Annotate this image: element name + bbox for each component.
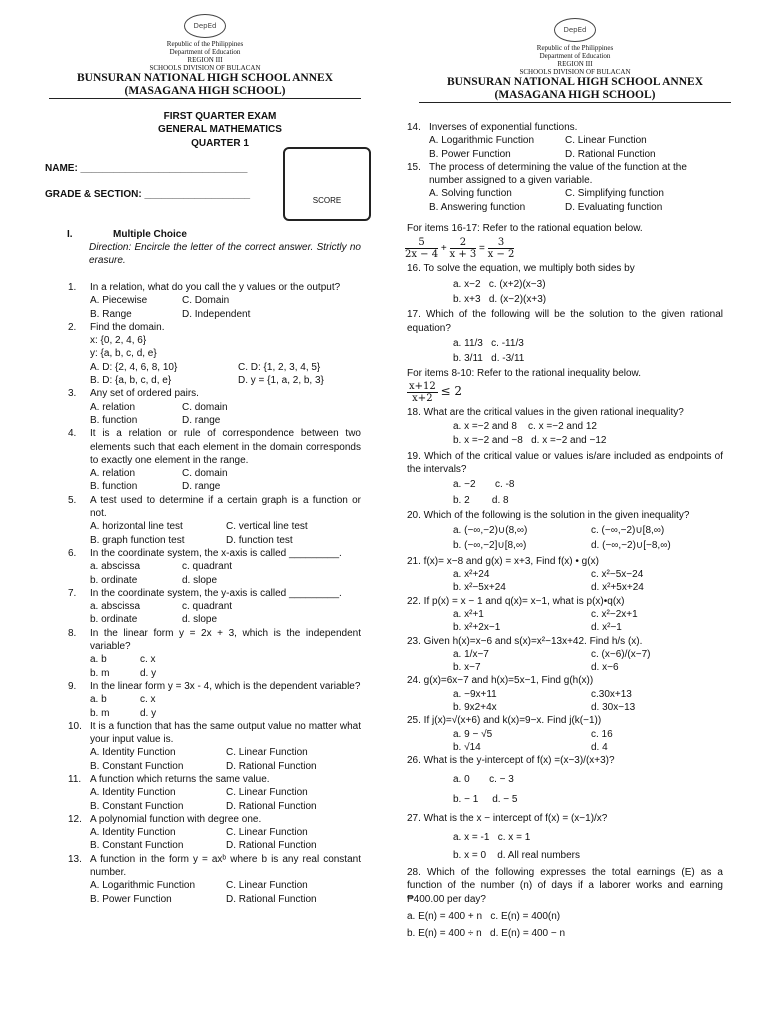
choices-19-bd[interactable]: b. 2 d. 8	[453, 494, 509, 506]
choice-b[interactable]: B. Power Function	[90, 893, 172, 905]
division-label: SCHOOLS DIVISION OF BULACAN	[149, 64, 261, 72]
choices-28-bd[interactable]: b. E(n) = 400 ÷ n d. E(n) = 400 − n	[407, 928, 566, 940]
question-item	[68, 321, 361, 387]
choice-d[interactable]: D. Rational Function	[226, 800, 317, 812]
choice-c[interactable]: c.30x+13	[591, 688, 632, 700]
question-number: 15.	[407, 161, 421, 173]
question-item	[68, 680, 361, 720]
choice-b[interactable]: B. graph function test	[90, 534, 185, 546]
choice-grid	[90, 786, 361, 813]
question-item	[68, 547, 361, 587]
question-text: A function in the form y = axᵇ where b is any real constant number.	[90, 853, 361, 879]
grade-section-field[interactable]: GRADE & SECTION: ___________________	[45, 189, 251, 200]
choice-c[interactable]: c. (x−6)/(x−7)	[591, 648, 651, 660]
question-detail: x: {0, 2, 4, 6}	[90, 335, 147, 347]
choice-a[interactable]: A. relation	[90, 468, 136, 480]
choice-a[interactable]: A. Identity Function	[90, 747, 176, 759]
question-text: A function which returns the same value.	[90, 773, 270, 785]
choice-a[interactable]: a. b	[90, 694, 107, 706]
question-17: 17. Which of the following will be the solution to the given rational equation?	[407, 309, 723, 334]
choices-27-ac[interactable]: a. x = -1 c. x = 1	[453, 832, 531, 844]
inequality-rhs: ≤ 2	[440, 383, 463, 398]
choice-a[interactable]: A. relation	[90, 401, 136, 413]
question-text: It is a relation or rule of correspondence between two elements such that each element in the domain corresponds to exactly one element in the range.	[90, 428, 361, 466]
deped-seal-icon: DepEd	[554, 18, 596, 42]
question-number: 11.	[68, 773, 82, 785]
choice-d[interactable]: d. (−∞,−2)∪[−8,∞)	[591, 540, 671, 552]
choice-a[interactable]: A. Identity Function	[90, 827, 176, 839]
choices-25	[407, 728, 723, 755]
question-text: Find the domain.	[90, 321, 165, 333]
choice-d[interactable]: D. Rational Function	[565, 148, 656, 160]
choices-16-ac[interactable]: a. x−2 c. (x+2)(x−3)	[453, 278, 546, 290]
choice-c[interactable]: C. domain	[182, 468, 228, 480]
choice-grid	[90, 294, 361, 321]
choice-b[interactable]: b. x−7	[453, 662, 481, 674]
choice-grid	[90, 600, 361, 627]
division-label: SCHOOLS DIVISION OF BULACAN	[519, 68, 631, 76]
choice-c[interactable]: C. D: {1, 2, 3, 4, 5}	[238, 361, 321, 373]
question-number: 3.	[68, 388, 77, 400]
question-number: 6.	[68, 547, 77, 559]
choice-c[interactable]: c. quadrant	[182, 561, 233, 573]
question-item	[68, 720, 361, 773]
choices-17-bd[interactable]: b. 3/11 d. -3/11	[453, 353, 525, 365]
left-school-header	[55, 14, 355, 99]
choice-d[interactable]: d. y	[140, 667, 157, 679]
choice-c[interactable]: C. Simplifying function	[565, 188, 664, 200]
choice-b[interactable]: b. ordinate	[90, 574, 138, 586]
choice-a[interactable]: A. horizontal line test	[90, 521, 183, 533]
choice-a[interactable]: a. 1/x−7	[453, 648, 489, 660]
choice-d[interactable]: d. x²+5x+24	[591, 582, 644, 594]
question-26: 26. What is the y-intercept of f(x) =(x−3)/(x+3)?	[407, 755, 615, 767]
question-27: 27. What is the x − intercept of f(x) = (x−1)/x?	[407, 813, 608, 825]
question-number: 12.	[68, 813, 82, 825]
choices-21	[407, 568, 723, 595]
question-item	[68, 387, 361, 427]
choices-19-ac[interactable]: a. −2 c. -8	[453, 479, 515, 491]
choice-a[interactable]: a. x²+1	[453, 608, 484, 620]
choice-d[interactable]: D. Evaluating function	[565, 201, 663, 213]
question-number: 14.	[407, 122, 421, 133]
plus-sign: +	[440, 243, 447, 255]
choices-20	[407, 524, 723, 553]
choice-b[interactable]: b. x²+2x−1	[453, 622, 501, 634]
choice-c[interactable]: C. Linear Function	[226, 747, 308, 759]
choice-b[interactable]: B. Answering function	[429, 201, 526, 213]
choice-b[interactable]: B. Constant Function	[90, 760, 184, 772]
directions: Direction: Encircle the letter of the correct answer. Strictly no erasure.	[89, 242, 361, 267]
question-text: In the linear form y = 2x + 3, which is the independent variable?	[90, 627, 361, 653]
question-text: A test used to determine if a certain graph is a function or not.	[90, 494, 361, 520]
question-text: Inverses of exponential functions.	[429, 122, 578, 133]
choice-a[interactable]: a. −9x+11	[453, 688, 497, 700]
choice-d[interactable]: d. x²−1	[591, 622, 622, 634]
choice-a[interactable]: A. Piecewise	[90, 295, 148, 307]
question-text: In the linear form y = 3x - 4, which is the dependent variable?	[90, 680, 361, 692]
question-15	[407, 161, 723, 214]
choice-d[interactable]: D. function test	[226, 534, 293, 546]
choice-c[interactable]: c. x	[140, 694, 156, 706]
choice-grid	[90, 826, 361, 853]
choice-grid	[90, 560, 361, 587]
deped-seal-icon: DepEd	[184, 14, 226, 38]
choice-c[interactable]: C. Linear Function	[226, 827, 308, 839]
question-text: The process of determining the value of the function at the number assigned to a given variable.	[429, 161, 687, 187]
choice-d[interactable]: D. range	[182, 481, 221, 493]
question-19: 19. Which of the critical value or values is/are included as endpoints of the intervals?	[407, 450, 723, 475]
choice-a[interactable]: a. (−∞,−2)∪(8,∞)	[453, 525, 528, 537]
choice-grid	[90, 693, 361, 720]
fraction-2: $\frac{2}{x + 3}$	[449, 237, 477, 261]
rational-equation	[405, 237, 723, 260]
choice-grid	[90, 520, 361, 547]
question-item	[68, 853, 361, 906]
choice-b[interactable]: B. function	[90, 481, 138, 493]
rational-inequality	[407, 381, 723, 404]
header-rule	[49, 98, 361, 99]
region-label: REGION III	[557, 60, 593, 68]
question-text: It is a function that has the same output value no matter what your input value is.	[90, 720, 361, 746]
question-23: 23. Given h(x)=x−6 and s(x)=x²−13x+42. Find h/s (x).	[407, 635, 643, 647]
choice-b[interactable]: b. x²−5x+24	[453, 582, 506, 594]
question-text: A polynomial function with degree one.	[90, 813, 262, 825]
choices-27-bd[interactable]: b. x = 0 d. All real numbers	[453, 849, 581, 861]
question-number: 13.	[68, 853, 82, 865]
choice-b[interactable]: B. Constant Function	[90, 800, 184, 812]
choices-18-bd[interactable]: b. x =−2 and −8 d. x =−2 and −12	[453, 435, 607, 447]
choice-grid	[90, 746, 361, 773]
choice-a[interactable]: a. abscissa	[90, 561, 141, 573]
exam-title-block	[120, 110, 320, 150]
choice-c[interactable]: C. Linear Function	[226, 880, 308, 892]
choice-b[interactable]: B. Range	[90, 308, 132, 320]
question-number: 4.	[68, 428, 77, 440]
question-number: 8.	[68, 627, 77, 639]
score-box[interactable]	[283, 147, 371, 221]
question-number: 1.	[68, 282, 77, 293]
choice-c[interactable]: C. domain	[182, 401, 228, 413]
choice-c[interactable]: c. quadrant	[182, 601, 233, 613]
choice-d[interactable]: D. range	[182, 414, 221, 426]
left-question-list	[68, 281, 361, 906]
choices-23	[407, 648, 723, 675]
choice-a[interactable]: A. Identity Function	[90, 787, 176, 799]
question-detail: y: {a, b, c, d, e}	[90, 348, 157, 360]
question-item	[68, 427, 361, 493]
choice-c[interactable]: c. 16	[591, 728, 613, 740]
right-school-header	[425, 18, 725, 103]
choice-d[interactable]: d. x−6	[591, 662, 619, 674]
choice-d[interactable]: D. Rational Function	[226, 840, 317, 852]
part-title: Multiple Choice	[113, 229, 187, 240]
choice-d[interactable]: d. 30x−13	[591, 701, 636, 713]
choice-grid	[90, 653, 361, 680]
question-24: 24. g(x)=6x−7 and h(x)=5x−1, Find g(h(x))	[407, 675, 594, 687]
choice-b[interactable]: b. (−∞,−2]∪[8,∞)	[453, 540, 527, 552]
choice-a[interactable]: A. Logarithmic Function	[429, 135, 535, 147]
choice-a[interactable]: a. x²+24	[453, 569, 490, 581]
question-25: 25. If j(x)=√(x+6) and k(x)=9−x. Find j(k(−1))	[407, 715, 602, 727]
choice-a[interactable]: A. D: {2, 4, 6, 8, 10}	[90, 361, 178, 373]
name-field[interactable]: NAME: ______________________________	[45, 163, 248, 174]
school-subname: (MASAGANA HIGH SCHOOL)	[494, 89, 656, 101]
choice-b[interactable]: b. ordinate	[90, 614, 138, 626]
question-item	[68, 494, 361, 547]
exam-title: FIRST QUARTER EXAM	[163, 111, 277, 122]
question-number: 10.	[68, 720, 82, 732]
choices-28-ac[interactable]: a. E(n) = 400 + n c. E(n) = 400(n)	[407, 910, 561, 922]
choice-b[interactable]: B. Power Function	[429, 148, 511, 160]
choice-c[interactable]: C. Linear Function	[226, 787, 308, 799]
choice-c[interactable]: C. Domain	[182, 295, 230, 307]
choice-c[interactable]: c. (−∞,−2)∪[8,∞)	[591, 525, 665, 537]
choice-b[interactable]: B. Constant Function	[90, 840, 184, 852]
question-21: 21. f(x)= x−8 and g(x) = x+3, Find f(x) • g(x)	[407, 555, 599, 567]
region-label: REGION III	[187, 56, 223, 64]
choice-b[interactable]: B. D: {a, b, c, d, e}	[90, 375, 172, 387]
choice-d[interactable]: D. Rational Function	[226, 760, 317, 772]
choice-c[interactable]: C. vertical line test	[226, 521, 308, 533]
choices-24	[407, 688, 723, 715]
question-number: 7.	[68, 587, 77, 599]
choice-c[interactable]: c. x	[140, 654, 156, 666]
question-text: In the coordinate system, the y-axis is called _________.	[90, 587, 342, 599]
choice-a[interactable]: a. b	[90, 654, 107, 666]
question-number: 5.	[68, 494, 77, 506]
choice-d[interactable]: D. Rational Function	[226, 893, 317, 905]
choice-d[interactable]: d. y	[140, 707, 157, 719]
republic-label: Republic of the Philippines	[536, 44, 614, 52]
school-name: BUNSURAN NATIONAL HIGH SCHOOL ANNEX	[76, 72, 334, 84]
department-label: Department of Education	[169, 48, 241, 56]
question-text: Any set of ordered pairs.	[90, 388, 199, 400]
choice-d[interactable]: d. slope	[182, 574, 218, 586]
department-label: Department of Education	[539, 52, 611, 60]
question-14	[407, 121, 723, 161]
choice-b[interactable]: B. function	[90, 414, 138, 426]
score-label: SCORE	[312, 196, 342, 205]
choice-b[interactable]: b. m	[90, 707, 110, 719]
choice-b[interactable]: b. 9x2+4x	[453, 701, 497, 713]
question-item	[68, 627, 361, 680]
question-item	[68, 587, 361, 627]
choices-17-ac[interactable]: a. 11/3 c. -11/3	[453, 337, 524, 349]
part-number: I.	[67, 229, 73, 240]
choice-b[interactable]: b. √14	[453, 741, 481, 753]
choice-grid	[90, 879, 361, 906]
question-18: 18. What are the critical values in the given rational inequality?	[407, 406, 684, 418]
fraction-3: $\frac{3}{x - 2}$	[487, 237, 515, 261]
choice-d[interactable]: d. slope	[182, 614, 218, 626]
choice-a[interactable]: A. Logarithmic Function	[90, 880, 196, 892]
question-text: In a relation, what do you call the y values or the output?	[90, 282, 341, 293]
question-item	[68, 773, 361, 813]
question-28: 28. Which of the following expresses the total earnings (E) as a function of the number (n) of days if a laborer works and earning ₱400.00 per day?	[407, 866, 723, 905]
choice-a[interactable]: A. Solving function	[429, 188, 512, 200]
choices-16-bd[interactable]: b. x+3 d. (x−2)(x+3)	[453, 293, 547, 305]
choice-b[interactable]: b. m	[90, 667, 110, 679]
choices-22	[407, 608, 723, 635]
choice-d[interactable]: D. y = {1, a, 2, b, 3}	[238, 375, 324, 387]
choices-26-ac[interactable]: a. 0 c. − 3	[453, 774, 514, 786]
question-22: 22. If p(x) = x − 1 and q(x)= x−1, what is p(x)•q(x)	[407, 595, 625, 607]
exam-subject: GENERAL MATHEMATICS	[158, 124, 282, 136]
question-item	[68, 813, 361, 853]
inequality-fraction: $\frac{x+12}{x+2}$	[409, 380, 436, 404]
question-16: 16. To solve the equation, we multiply both sides by	[407, 263, 635, 275]
question-item	[68, 281, 361, 321]
choice-a[interactable]: a. 9 − √5	[453, 728, 493, 740]
exam-quarter: QUARTER 1	[191, 137, 249, 149]
choices-26-bd[interactable]: b. − 1 d. − 5	[453, 793, 518, 805]
choice-c[interactable]: c. x²−2x+1	[591, 608, 638, 620]
choice-grid	[90, 467, 361, 494]
choice-grid	[90, 401, 361, 428]
choice-a[interactable]: a. abscissa	[90, 601, 141, 613]
right-question-list	[407, 121, 723, 940]
question-number: 2.	[68, 321, 77, 333]
fraction-1: $\frac{5}{2x - 4}$	[405, 237, 439, 261]
choice-c[interactable]: c. x²−5x−24	[591, 569, 644, 581]
choice-d[interactable]: d. 4	[591, 741, 608, 753]
school-subname: (MASAGANA HIGH SCHOOL)	[124, 85, 286, 97]
choice-grid	[90, 361, 361, 388]
items-8-10-note: For items 8-10: Refer to the rational inequality below.	[407, 368, 642, 380]
choice-c[interactable]: C. Linear Function	[565, 135, 647, 147]
choices-18-ac[interactable]: a. x =−2 and 8 c. x =−2 and 12	[453, 421, 597, 433]
question-20: 20. Which of the following is the solution in the given inequality?	[407, 509, 690, 521]
school-name: BUNSURAN NATIONAL HIGH SCHOOL ANNEX	[446, 76, 704, 88]
choice-d[interactable]: D. Independent	[182, 308, 251, 320]
republic-label: Republic of the Philippines	[166, 40, 244, 48]
equals-sign: =	[479, 243, 485, 255]
header-rule	[419, 102, 731, 103]
question-text: In the coordinate system, the x-axis is called _________.	[90, 547, 342, 559]
items-16-17-note: For items 16-17: Refer to the rational equation below.	[407, 223, 643, 235]
question-number: 9.	[68, 680, 77, 692]
